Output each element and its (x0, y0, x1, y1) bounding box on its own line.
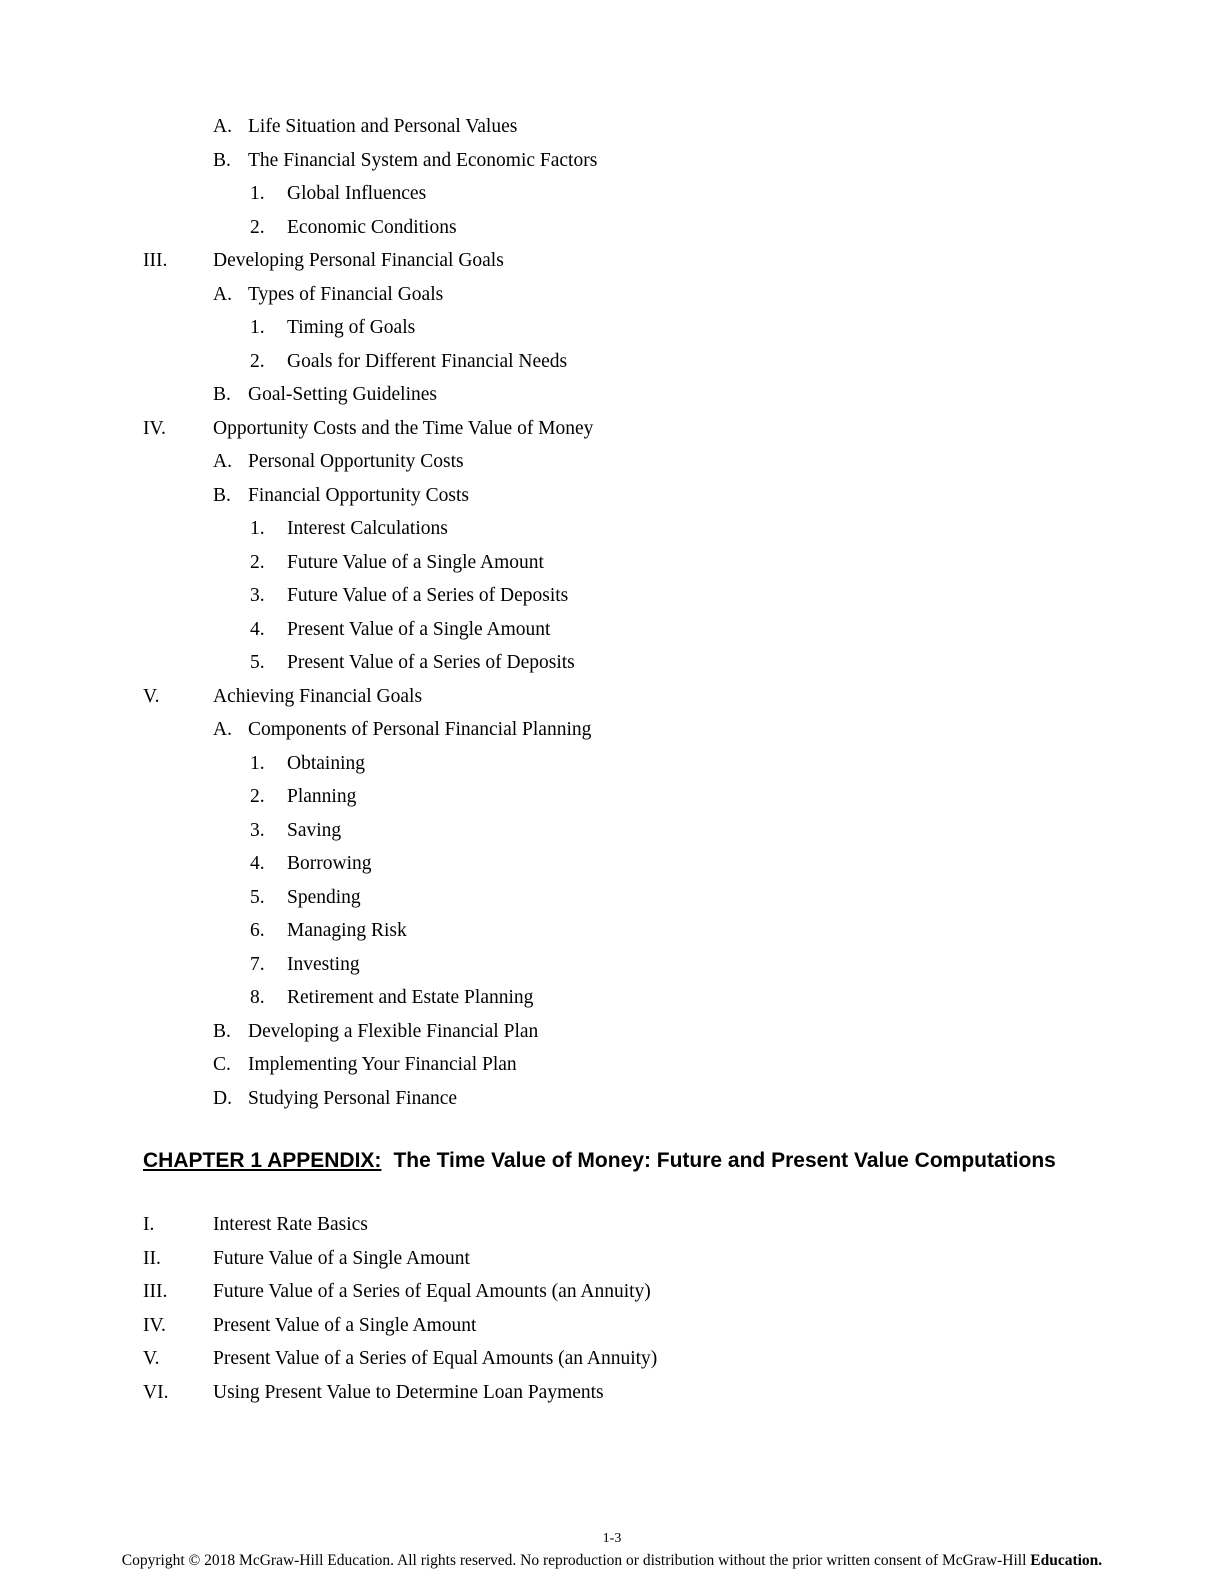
outline-item-label: B. (213, 1020, 231, 1042)
outline-item-text: The Financial System and Economic Factors (248, 149, 598, 171)
outline-item-label: 6. (250, 920, 265, 941)
outline-item-label: A. (213, 719, 232, 740)
outline-item-label: A. (213, 283, 232, 305)
outline-item (143, 412, 597, 446)
outline-item-text: Developing a Flexible Financial Plan (248, 1020, 539, 1042)
appendix-outline-list (143, 1208, 657, 1409)
outline-item-label: 3. (250, 585, 265, 606)
outline-item-text: Using Present Value to Determine Loan Payments (213, 1381, 604, 1403)
outline-item (143, 1309, 657, 1343)
outline-item-label: 4. (250, 618, 265, 640)
outline-item-label: II. (143, 1247, 161, 1269)
outline-item (143, 747, 597, 781)
outline-item (143, 780, 597, 814)
outline-item-text: Spending (287, 886, 361, 908)
outline-item-text: Investing (287, 953, 360, 975)
outline-item-label: B. (213, 484, 231, 506)
outline-item-label: B. (213, 149, 231, 171)
outline-item-label: 1. (250, 183, 265, 204)
outline-item-label: IV. (143, 1314, 166, 1336)
chapter-outline-list (143, 110, 597, 1115)
outline-item (143, 981, 597, 1015)
outline-item (143, 1208, 657, 1242)
outline-item-label: 2. (250, 551, 265, 573)
outline-item-label: A. (213, 451, 232, 472)
outline-item-text: Global Influences (287, 183, 427, 204)
outline-item-text: Future Value of a Single Amount (287, 551, 544, 573)
outline-item-text: Implementing Your Financial Plan (248, 1054, 517, 1075)
outline-item-text: Present Value of a Series of Deposits (287, 652, 575, 673)
outline-item-text: Present Value of a Series of Equal Amounts (an Annuity) (213, 1348, 658, 1369)
outline-item-label: 2. (250, 786, 265, 807)
outline-item (143, 445, 597, 479)
outline-item (143, 479, 597, 513)
outline-item-label: V. (143, 1348, 160, 1369)
outline-item-text: Interest Calculations (287, 518, 448, 539)
outline-item-text: Goal-Setting Guidelines (248, 384, 438, 405)
outline-item (143, 345, 597, 379)
outline-item (143, 579, 597, 613)
outline-item (143, 646, 597, 680)
outline-item-text: Interest Rate Basics (213, 1214, 368, 1235)
outline-item-label: 7. (250, 953, 265, 975)
outline-item (143, 1082, 597, 1116)
copyright-notice (0, 1551, 1224, 1571)
outline-item (143, 1048, 597, 1082)
outline-item-label: A. (213, 116, 232, 137)
outline-item-text: Present Value of a Single Amount (287, 618, 551, 640)
outline-item-text: Borrowing (287, 853, 372, 874)
outline-item (143, 680, 597, 714)
outline-item-text: Saving (287, 819, 342, 841)
outline-item-label: III. (143, 250, 168, 271)
appendix-heading-label: CHAPTER 1 APPENDIX: (143, 1149, 382, 1172)
outline-item (143, 244, 597, 278)
outline-item (143, 814, 597, 848)
page-number: 1-3 (602, 1531, 622, 1546)
outline-item (143, 311, 597, 345)
outline-item (143, 110, 597, 144)
outline-item-text: Retirement and Estate Planning (287, 987, 534, 1008)
outline-item (143, 278, 597, 312)
outline-item-text: Personal Opportunity Costs (248, 451, 464, 472)
outline-item-text: Life Situation and Personal Values (248, 116, 518, 137)
outline-item-text: Achieving Financial Goals (213, 685, 423, 707)
outline-item-label: VI. (143, 1381, 169, 1403)
outline-item-text: Future Value of a Series of Equal Amounts (an Annuity) (213, 1281, 651, 1302)
outline-item-text: Types of Financial Goals (248, 283, 444, 305)
outline-item-text: Financial Opportunity Costs (248, 484, 469, 506)
outline-item-label: 1. (250, 518, 265, 539)
outline-item-text: Future Value of a Series of Deposits (287, 585, 569, 606)
outline-item (143, 1376, 657, 1410)
outline-item-label: B. (213, 384, 231, 405)
outline-item (143, 613, 597, 647)
outline-item-text: Timing of Goals (287, 317, 416, 338)
outline-item-text: Developing Personal Financial Goals (213, 250, 504, 271)
outline-item-label: V. (143, 685, 160, 707)
copyright-publisher: Education. (1030, 1552, 1103, 1569)
appendix-heading-title: The Time Value of Money: Future and Present Value Computations (393, 1149, 1056, 1172)
outline-item-text: Economic Conditions (287, 216, 457, 238)
outline-item (143, 914, 597, 948)
outline-item-label: 2. (250, 350, 265, 372)
outline-item (143, 211, 597, 245)
outline-item (143, 713, 597, 747)
outline-item-label: IV. (143, 417, 166, 439)
outline-item (143, 177, 597, 211)
outline-item-label: 3. (250, 819, 265, 841)
outline-item (143, 1275, 657, 1309)
appendix-heading (143, 1147, 1056, 1175)
outline-item-label: 4. (250, 853, 265, 874)
outline-item-label: 1. (250, 317, 265, 338)
outline-item-text: Obtaining (287, 752, 365, 774)
outline-item (143, 881, 597, 915)
outline-item (143, 512, 597, 546)
outline-item-text: Goals for Different Financial Needs (287, 350, 568, 372)
outline-item (143, 948, 597, 982)
outline-item-text: Opportunity Costs and the Time Value of Money (213, 417, 594, 439)
outline-item-label: 5. (250, 886, 265, 908)
outline-item-label: 2. (250, 216, 265, 238)
outline-item-label: 8. (250, 987, 265, 1008)
outline-item (143, 1242, 657, 1276)
outline-item-label: III. (143, 1281, 168, 1302)
outline-item-text: Planning (287, 786, 357, 807)
outline-item (143, 144, 597, 178)
outline-item (143, 546, 597, 580)
outline-item-text: Present Value of a Single Amount (213, 1314, 477, 1336)
copyright-text: Copyright © 2018 McGraw-Hill Education. All rights reserved. No reproduction or distribution without the prior written consent of McGraw-Hill (121, 1552, 1031, 1569)
outline-item (143, 847, 597, 881)
outline-item-text: Future Value of a Single Amount (213, 1247, 470, 1269)
outline-item-text: Components of Personal Financial Planning (248, 719, 592, 740)
outline-item-label: C. (213, 1054, 231, 1075)
outline-item-label: 1. (250, 752, 265, 774)
outline-item-text: Managing Risk (287, 920, 407, 941)
outline-item-label: I. (143, 1214, 155, 1235)
outline-item-text: Studying Personal Finance (248, 1087, 458, 1109)
outline-item (143, 1015, 597, 1049)
outline-item-label: D. (213, 1087, 232, 1109)
outline-item (143, 1342, 657, 1376)
outline-item (143, 378, 597, 412)
outline-item-label: 5. (250, 652, 265, 673)
